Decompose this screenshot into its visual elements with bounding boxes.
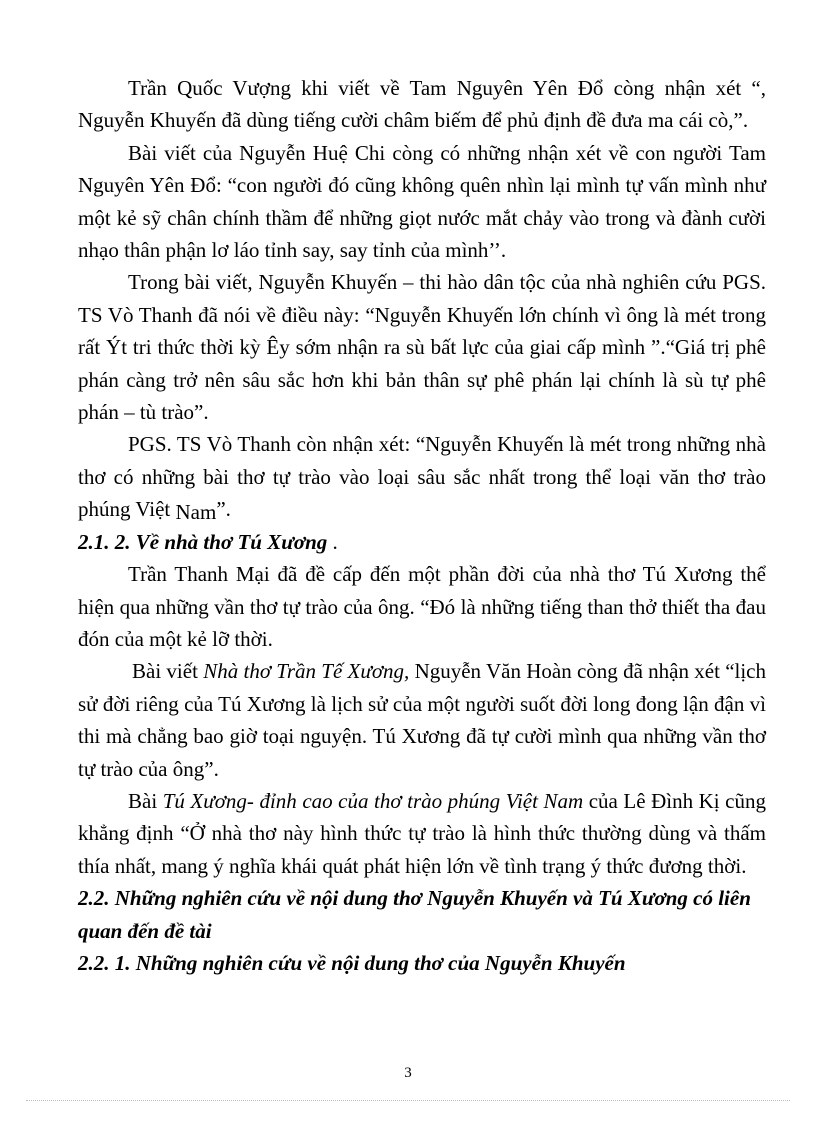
paragraph-nguyen-van-hoan <box>78 655 766 785</box>
paragraph-nguyen-hue-chi: Bài viết của Nguyễn Huệ Chi còng có những nhận xét về con người Tam Nguyên Yên Đổ: “con người đó cũng không quên nhìn lại mình tự vấn mình như một kẻ sỹ chân chính thầm để những giọt nước mắt chảy vào trong và đành cười nhạo thân phận lơ láo tỉnh say, say tỉnh của mình’’. <box>78 140 766 263</box>
paragraph-vu-thanh-2-nam: Nam <box>175 500 217 525</box>
article-title-tran-te-xuong: Nhà thơ Trần Tế Xương, <box>203 659 410 684</box>
page-bottom-divider <box>26 1100 790 1101</box>
paragraph-le-dinh-ki-pre: Bài <box>128 788 163 813</box>
paragraph-nguyen-van-hoan-post: Nguyễn Văn Hoàn còng đã nhận xét “lịch sử đời riêng của Tú Xương là lịch sử của một người suốt đời long đong lận đận vì thi mà chẳng bao giờ toại nguyện. Tú Xương đã tự cười mình qua những vần thơ tự trào của ông”. <box>78 659 767 781</box>
paragraph-tran-thanh-mai: Trần Thanh Mại đã đề cấp đến một phần đời của nhà thơ Tú Xương thể hiện qua những vần thơ tự trào của ông. “Đó là những tiếng than thở thiết tha đau đón của một kẻ lỡ thời. <box>78 562 766 651</box>
document-page <box>78 72 766 979</box>
paragraph-vu-thanh-2 <box>78 428 766 525</box>
paragraph-nguyen-van-hoan-pre: Bài viết <box>132 659 204 684</box>
page-number: 3 <box>404 1065 412 1081</box>
paragraph-vu-thanh-1: Trong bài viết, Nguyễn Khuyến – thi hào dân tộc của nhà nghiên cứu PGS. TS Vò Thanh đã nói về điều này: “Nguyễn Khuyến lớn chính vì ông là mét trong rất Ýt tri thức thời kỳ Êy sớm nhận ra sù bất lực của giai cấp mình ”.“Giá trị phê phán càng trở nên sâu sắc hơn khi bản thân sự phê phán lại chính là sù tự phê phán – tù trào”. <box>78 270 766 425</box>
section-heading-tu-xuong-tail: . <box>327 529 338 554</box>
section-heading-2-2-1: 2.2. 1. Những nghiên cứu về nội dung thơ của Nguyễn Khuyến <box>78 950 626 975</box>
section-heading-tu-xuong-text: 2.1. 2. Về nhà thơ Tú Xương <box>78 529 328 554</box>
section-heading-2-2: 2.2. Những nghiên cứu về nội dung thơ Nguyễn Khuyến và Tú Xương có liên quan đến đề tài <box>78 886 751 943</box>
article-title-dinh-cao: Tú Xương- đỉnh cao của thơ trào phúng Việt Nam <box>162 788 584 813</box>
paragraph-tran-quoc-vuong: Trần Quốc Vượng khi viết về Tam Nguyên Yên Đổ còng nhận xét “, Nguyễn Khuyến đã dùng tiếng cười châm biếm để phủ định đề đưa ma cái cò,”. <box>78 76 766 133</box>
paragraph-vu-thanh-2-end: ”. <box>216 497 231 522</box>
paragraph-le-dinh-ki <box>78 785 766 882</box>
section-heading-tu-xuong <box>78 526 766 558</box>
paragraph-vu-thanh-2-text: PGS. TS Vò Thanh còn nhận xét: “Nguyễn Khuyến là mét trong những nhà thơ có những bài thơ tự trào vào loại sâu sắc nhất trong thể loại văn thơ trào phúng Việt <box>78 432 766 522</box>
paragraph-le-dinh-ki-post: của Lê Đình Kị cũng khẳng định “Ở nhà thơ này hình thức tự trào là hình thức thường dùng và thấm thía nhất, mang ý nghĩa khái quát phát hiện lớn về tình trạng ý thức đương thời. <box>78 788 766 878</box>
